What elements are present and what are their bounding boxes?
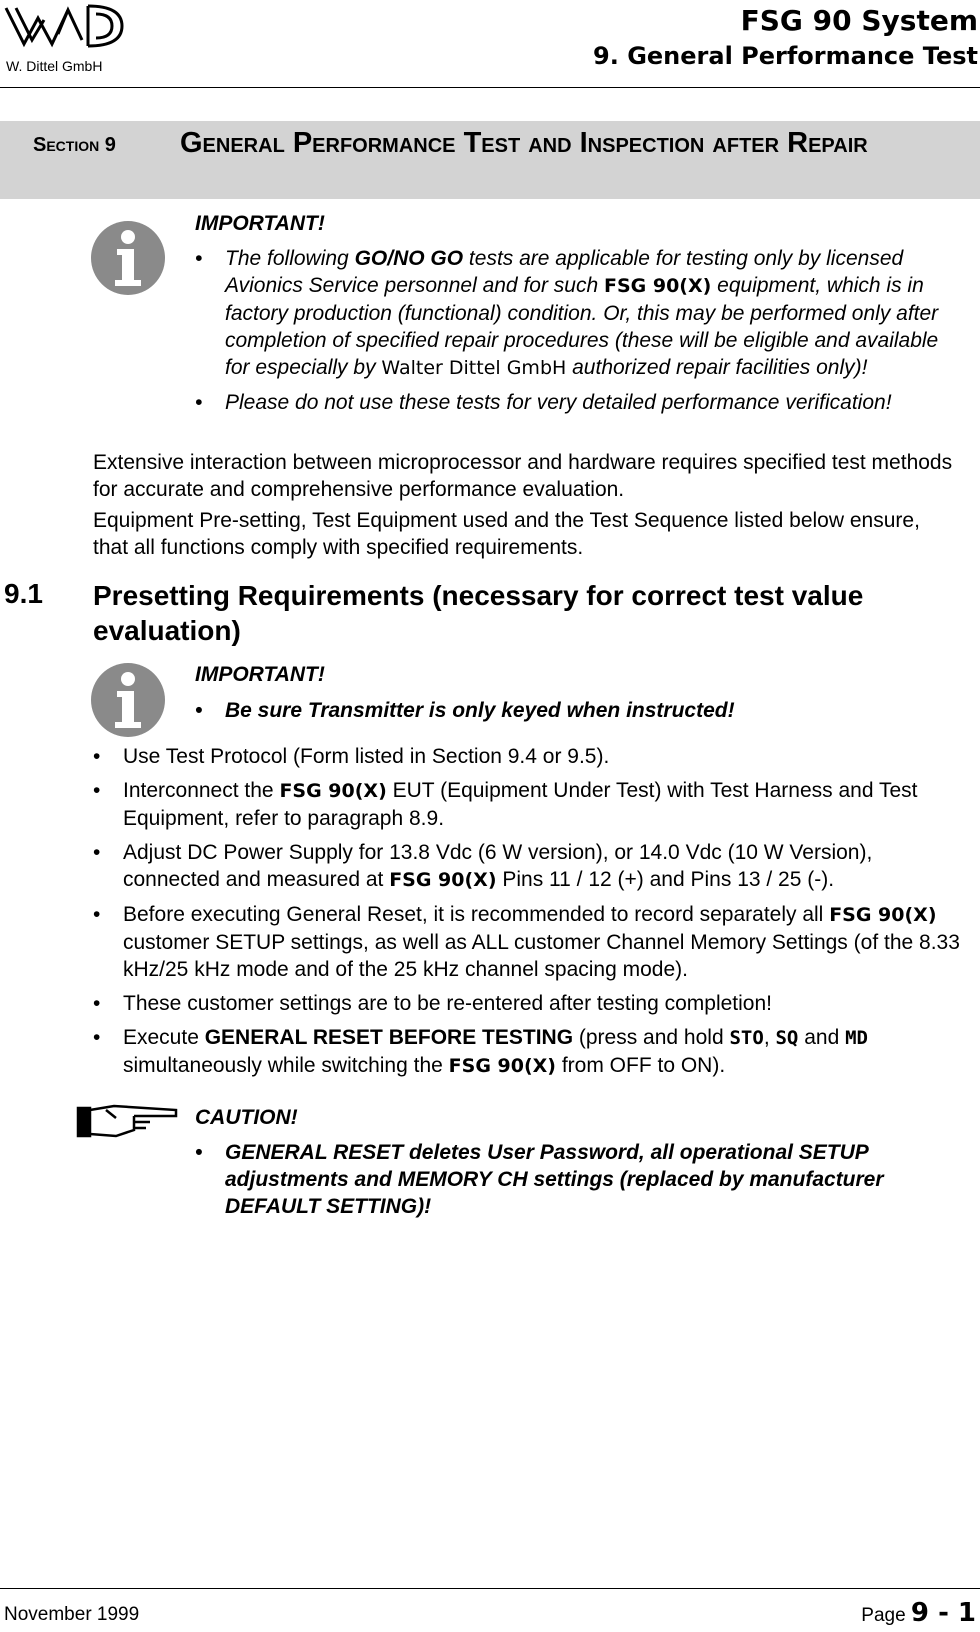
footer-date: November 1999: [4, 1604, 140, 1625]
list-item: • GENERAL RESET deletes User Password, all operational SETUP adjustments and MEMORY CH settings (replaced by manufacturer DEFAULT SETTING)!: [195, 1139, 965, 1220]
page-number: Page 9 - 1: [861, 1598, 976, 1628]
footer-divider: [0, 1588, 980, 1589]
subsection-number: 9.1: [4, 578, 43, 609]
caution-heading: CAUTION!: [195, 1106, 298, 1129]
page-header: [0, 0, 980, 88]
caution-list: [195, 1139, 965, 1227]
section-label: Section 9: [33, 134, 116, 156]
important-list: [195, 245, 965, 423]
info-icon: [90, 662, 166, 738]
company-name: W. Dittel GmbH: [6, 58, 103, 74]
important-list: [195, 697, 965, 731]
list-item: • Use Test Protocol (Form listed in Section 9.4 or 9.5).: [93, 743, 963, 770]
document-title: FSG 90 System: [740, 4, 978, 37]
important-heading: IMPORTANT!: [195, 212, 325, 235]
company-logo: [2, 0, 126, 56]
list-item: • Interconnect the FSG 90(X) EUT (Equipment Under Test) with Test Harness and Test Equipment, refer to paragraph 8.9.: [93, 777, 963, 832]
subsection-title: Presetting Requirements (necessary for correct test value evaluation): [93, 580, 864, 646]
info-icon: [90, 220, 166, 296]
header-divider: [0, 87, 980, 88]
intro-paragraph: Equipment Pre-setting, Test Equipment used and the Test Sequence listed below ensure, that all functions comply with specified requirements.: [93, 509, 920, 559]
list-item: • Be sure Transmitter is only keyed when instructed!: [195, 697, 965, 724]
list-item: • These customer settings are to be re-entered after testing completion!: [93, 990, 963, 1017]
pointing-hand-icon: [76, 1100, 180, 1140]
list-item: • Before executing General Reset, it is recommended to record separately all FSG 90(X) customer SETUP settings, as well as ALL customer Channel Memory Settings (of the 8.33 kHz/25 kHz mode and of the 25 kHz channel spacing mode).: [93, 901, 963, 983]
presetting-steps-list: [93, 743, 963, 1087]
list-item: • Adjust DC Power Supply for 13.8 Vdc (6 W version), or 14.0 Vdc (10 W Version), connected and measured at FSG 90(X) Pins 11 / 12 (+) and Pins 13 / 25 (-).: [93, 839, 963, 894]
section-title: General Performance Test and Inspection after Repair: [180, 127, 868, 159]
list-item: • The following GO/NO GO tests are applicable for testing only by licensed Avionics Service personnel and for such FSG 90(X) equipment, which is in factory production (functional) condition. Or, this may be performed only after completion of specified repair procedures (these will be eligible and available for especially by Walter Dittel GmbH authorized repair facilities only)!: [195, 245, 965, 382]
list-item: • Please do not use these tests for very detailed performance verification!: [195, 389, 965, 416]
list-item: • Execute GENERAL RESET BEFORE TESTING (press and hold STO, SQ and MD simultaneously while switching the FSG 90(X) from OFF to ON).: [93, 1024, 963, 1080]
important-heading: IMPORTANT!: [195, 663, 325, 686]
document-subtitle: 9. General Performance Test: [593, 42, 978, 70]
intro-paragraph: Extensive interaction between microprocessor and hardware requires specified test methods for accurate and comprehensive performance evaluation.: [93, 451, 953, 501]
